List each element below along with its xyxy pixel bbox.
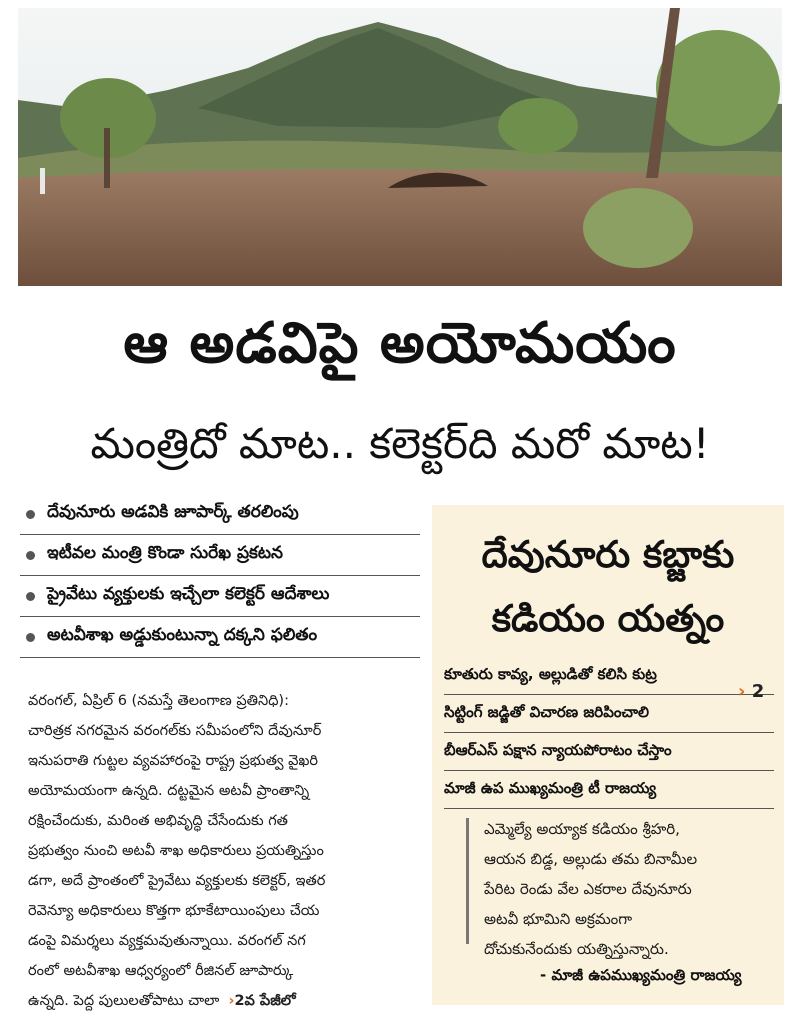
- highlight-item: ఇటీవల మంత్రి కొండా సురేఖ ప్రకటన: [20, 535, 420, 576]
- article-line: అయోమయంగా ఉన్నది. దట్టమైన అటవీ ప్రాంతాన్ని: [28, 783, 310, 799]
- quote-line: ఆయన బిడ్డ, అల్లుడు తమ బినామీల: [484, 850, 698, 868]
- highlight-item: అటవీశాఖ అడ్డుకుంటున్నా దక్కని ఫలితం: [20, 617, 420, 658]
- article-line: డగా, అదే ప్రాంతంలో ప్రైవేటు వ్యక్తులకు కలెక్టర్‌, ఇతర: [28, 873, 326, 889]
- article-line: రంలో అటవీశాఖ ఆధ్వర్యంలో రీజినల్‌ జూపార్కు: [28, 963, 294, 979]
- article-line: రక్షించేందుకు, మరింత అభివృద్ధి చేసేందుకు గత: [28, 813, 288, 829]
- page-reference[interactable]: › 2: [738, 681, 765, 702]
- quote-line: పేరిట రెండు వేల ఎకరాల దేవునూరు: [484, 880, 692, 898]
- highlights-list: [20, 494, 420, 658]
- article-line: వరంగల్‌, ఏప్రిల్‌ 6 (నమస్తే తెలంగాణ ప్రతినిధి):: [28, 693, 289, 709]
- sidebar-item: మాజీ ఉప ముఖ్యమంత్రి టీ రాజయ్య: [444, 772, 774, 809]
- sidebar-headline: దేవునూరు కబ్జాకు కడియం యత్నం: [481, 533, 735, 640]
- quote-divider: [466, 818, 469, 944]
- quote-attribution: - మాజీ ఉపముఖ్యమంత్రి రాజయ్య: [540, 966, 742, 984]
- continued-link[interactable]: ›2వ పేజీలో: [228, 993, 296, 1009]
- quote-line: దోచుకునేందుకు యత్నిస్తున్నారు.: [484, 940, 669, 958]
- sidebar-quote: [484, 814, 776, 964]
- article-line: రెవెన్యూ అధికారులు కొత్తగా భూకేటాయింపులు చేయ: [28, 903, 320, 919]
- sidebar-item: సిట్టింగ్‌ జడ్జితో విచారణ జరిపించాలి: [444, 696, 774, 733]
- highlight-item: ప్రైవేటు వ్యక్తులకు ఇచ్చేలా కలెక్టర్‌ ఆదేశాలు: [20, 576, 420, 617]
- article-line: ఇనుపరాతి గుట్టల వ్యవహారంపై రాష్ట్ర ప్రభుత్వ వైఖరి: [28, 753, 319, 769]
- highlight-item: దేవునూరు అడవికి జూపార్క్‌ తరలింపు: [20, 494, 420, 535]
- article-line: డంపై విమర్శలు వ్యక్తమవుతున్నాయి. వరంగల్‌ నగ: [28, 933, 306, 949]
- article-body: [28, 686, 428, 1016]
- bullet-icon: [26, 551, 35, 560]
- arrow-icon: ›: [228, 993, 235, 1009]
- article-line: చారిత్రక నగరమైన వరంగల్‌కు సమీపంలోని దేవునూర్‌: [28, 723, 322, 739]
- headline: ఆ అడవిపై అయోమయం: [123, 311, 677, 376]
- landscape-illustration: [18, 8, 782, 286]
- bullet-icon: [26, 510, 35, 519]
- sidebar-item: బీఆర్‌ఎస్‌ పక్షాన న్యాయపోరాటం చేస్తాం: [444, 734, 774, 771]
- sidebar-item: కూతురు కావ్య, అల్లుడితో కలిసి కుట్ర: [444, 658, 774, 695]
- article-line-last: ఉన్నది. పెద్ద పులులతోపాటు చాలా ›2వ పేజీలో: [28, 993, 296, 1009]
- article-line: ప్రభుత్వం నుంచి అటవీ శాఖ అధికారులు ప్రయత్నిస్తుం: [28, 843, 324, 859]
- quote-line: ఎమ్మెల్యే అయ్యాక కడియం శ్రీహరి,: [484, 820, 680, 838]
- subheadline: మంత్రిదో మాట.. కలెక్టర్‌ది మరో మాట!: [90, 419, 710, 468]
- quote-line: అటవీ భూమిని అక్రమంగా: [484, 910, 633, 928]
- landscape-photo: [18, 8, 782, 286]
- bullet-icon: [26, 592, 35, 601]
- bullet-icon: [26, 633, 35, 642]
- arrow-icon: ›: [738, 681, 746, 702]
